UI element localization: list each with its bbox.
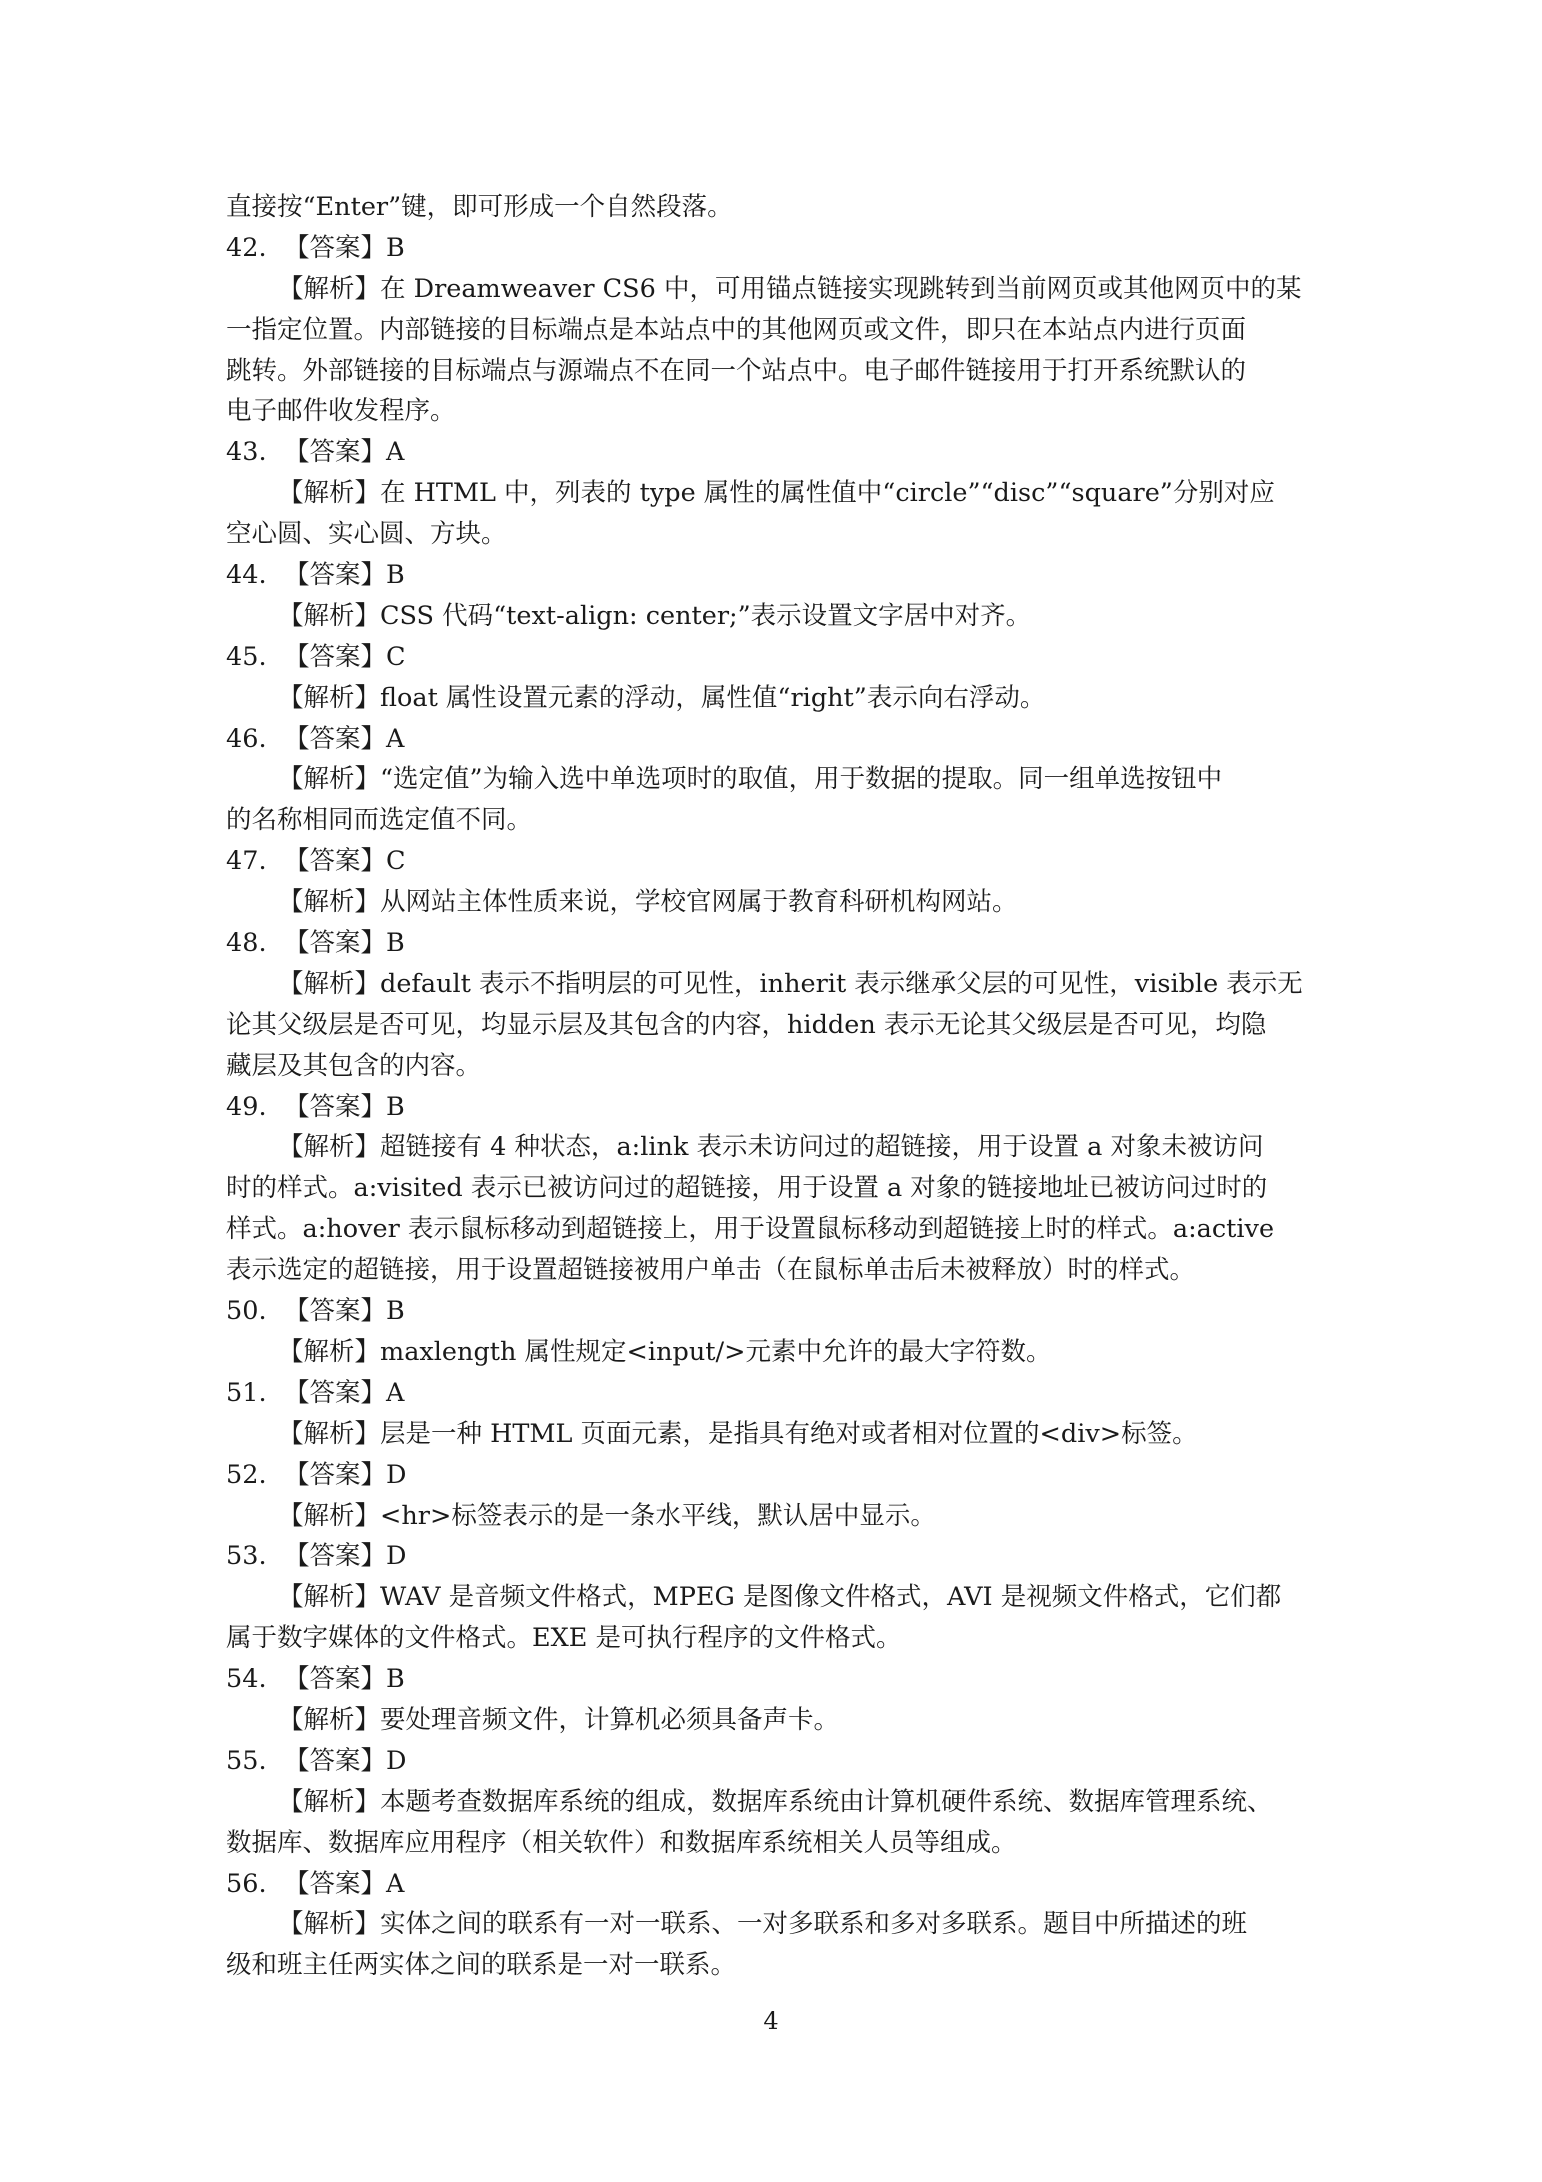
question-number: 55.	[226, 1745, 267, 1776]
answer-label: 【答案】	[284, 1091, 387, 1122]
answer-label: 【答案】	[284, 641, 387, 672]
answer-line	[226, 1455, 1338, 1496]
answer-label: 【答案】	[284, 846, 387, 877]
analysis-label: 【解析】	[278, 600, 381, 631]
answer-line	[226, 1291, 1338, 1332]
answer-choice: C	[386, 641, 406, 672]
analysis-text: 在 HTML 中，列表的 type 属性的属性值中“circle”“disc”“square”分别对应	[380, 478, 1275, 509]
answer-item	[226, 1455, 1338, 1537]
analysis-line	[226, 1046, 1338, 1087]
analysis-line	[226, 800, 1338, 841]
answer-line	[226, 841, 1338, 882]
analysis-text: 超链接有 4 种状态，a:link 表示未访问过的超链接，用于设置 a 对象未被访问	[380, 1132, 1264, 1163]
answer-line	[226, 1741, 1338, 1782]
analysis-text: WAV 是音频文件格式，MPEG 是图像文件格式，AVI 是视频文件格式，它们都	[380, 1582, 1282, 1613]
analysis-text: 级和班主任两实体之间的联系是一对一联系。	[226, 1950, 737, 1981]
analysis-line	[226, 1945, 1338, 1986]
analysis-line	[226, 514, 1338, 555]
answer-label: 【答案】	[284, 928, 387, 959]
analysis-label: 【解析】	[278, 1336, 381, 1367]
analysis-label: 【解析】	[278, 478, 381, 509]
question-number: 50.	[226, 1296, 267, 1327]
answer-item	[226, 432, 1338, 555]
analysis-text: 实体之间的联系有一对一联系、一对多联系和多对多联系。题目中所描述的班	[380, 1909, 1248, 1940]
answer-item	[226, 1536, 1338, 1659]
question-number: 52.	[226, 1459, 267, 1490]
answer-key-body	[226, 187, 1338, 1986]
analysis-line	[226, 1823, 1338, 1864]
analysis-label: 【解析】	[278, 1909, 381, 1940]
analysis-line	[226, 1700, 1338, 1741]
analysis-line	[226, 391, 1338, 432]
analysis-line	[226, 1168, 1338, 1209]
analysis-label: 【解析】	[278, 764, 381, 795]
answer-choice: D	[386, 1745, 407, 1776]
answer-item	[226, 719, 1338, 842]
answer-choice: B	[386, 928, 405, 959]
analysis-text: 一指定位置。内部链接的目标端点是本站点中的其他网页或文件，即只在本站点内进行页面	[226, 314, 1247, 345]
analysis-text: maxlength 属性规定<input/>元素中允许的最大字符数。	[380, 1336, 1052, 1367]
answer-item	[226, 637, 1338, 719]
answer-choice: A	[386, 437, 405, 468]
answer-choice: B	[386, 560, 405, 591]
answer-label: 【答案】	[284, 1541, 387, 1572]
question-number: 56.	[226, 1868, 267, 1899]
answer-label: 【答案】	[284, 1459, 387, 1490]
answer-item	[226, 923, 1338, 1087]
analysis-text: CSS 代码“text-align: center;”表示设置文字居中对齐。	[380, 600, 1032, 631]
answer-item	[226, 1741, 1338, 1864]
answer-choice: B	[386, 1664, 405, 1695]
analysis-line	[226, 596, 1338, 637]
analysis-label: 【解析】	[278, 1500, 381, 1531]
answer-line	[226, 719, 1338, 760]
analysis-line	[226, 269, 1338, 310]
analysis-text: <hr>标签表示的是一条水平线，默认居中显示。	[380, 1500, 936, 1531]
question-number: 47.	[226, 846, 267, 877]
answer-line	[226, 555, 1338, 596]
analysis-label: 【解析】	[278, 682, 381, 713]
analysis-label: 【解析】	[278, 1132, 381, 1163]
answer-line	[226, 1659, 1338, 1700]
analysis-line	[226, 473, 1338, 514]
analysis-line	[226, 1904, 1338, 1945]
answer-choice: A	[386, 1377, 405, 1408]
answer-choice: B	[386, 1091, 405, 1122]
analysis-text: 跳转。外部链接的目标端点与源端点不在同一个站点中。电子邮件链接用于打开系统默认的	[226, 355, 1247, 386]
answer-choice: C	[386, 846, 406, 877]
question-number: 45.	[226, 641, 267, 672]
question-number: 44.	[226, 560, 267, 591]
question-number: 43.	[226, 437, 267, 468]
analysis-line	[226, 882, 1338, 923]
answer-line	[226, 228, 1338, 269]
analysis-text: 论其父级层是否可见，均显示层及其包含的内容，hidden 表示无论其父级层是否可见，均隐	[226, 1009, 1267, 1040]
answer-item	[226, 1291, 1338, 1373]
analysis-line	[226, 1782, 1338, 1823]
answer-item	[226, 1864, 1338, 1987]
analysis-text: 的名称相同而选定值不同。	[226, 805, 533, 836]
analysis-label: 【解析】	[278, 273, 381, 304]
answer-line	[226, 1087, 1338, 1128]
analysis-text: default 表示不指明层的可见性，inherit 表示继承父层的可见性，visible 表示无	[380, 968, 1303, 999]
answer-choice: B	[386, 232, 405, 263]
answer-label: 【答案】	[284, 1377, 387, 1408]
analysis-label: 【解析】	[278, 1786, 381, 1817]
analysis-text: 在 Dreamweaver CS6 中，可用锚点链接实现跳转到当前网页或其他网页中的某	[380, 273, 1302, 304]
question-number: 46.	[226, 723, 267, 754]
answer-item	[226, 228, 1338, 432]
question-number: 54.	[226, 1664, 267, 1695]
answer-line	[226, 637, 1338, 678]
answer-line	[226, 923, 1338, 964]
answer-label: 【答案】	[284, 723, 387, 754]
question-number: 42.	[226, 232, 267, 263]
analysis-label: 【解析】	[278, 1704, 381, 1735]
analysis-text: 层是一种 HTML 页面元素，是指具有绝对或者相对位置的<div>标签。	[380, 1418, 1198, 1449]
analysis-line	[226, 1332, 1338, 1373]
question-number: 51.	[226, 1377, 267, 1408]
question-number: 48.	[226, 928, 267, 959]
answer-choice: A	[386, 723, 405, 754]
analysis-label: 【解析】	[278, 1582, 381, 1613]
analysis-line	[226, 351, 1338, 392]
analysis-text: 样式。a:hover 表示鼠标移动到超链接上，用于设置鼠标移动到超链接上时的样式。a:active	[226, 1214, 1275, 1245]
analysis-line	[226, 1005, 1338, 1046]
analysis-label: 【解析】	[278, 968, 381, 999]
answer-item	[226, 555, 1338, 637]
analysis-line	[226, 1209, 1338, 1250]
answer-item	[226, 1087, 1338, 1291]
analysis-line	[226, 964, 1338, 1005]
analysis-line	[226, 1618, 1338, 1659]
opening-paragraph-line: 直接按“Enter”键，即可形成一个自然段落。	[226, 192, 733, 222]
answer-label: 【答案】	[284, 560, 387, 591]
analysis-text: 空心圆、实心圆、方块。	[226, 519, 507, 550]
analysis-line	[226, 678, 1338, 719]
analysis-line	[226, 1577, 1338, 1618]
analysis-text: 表示选定的超链接，用于设置超链接被用户单击（在鼠标单击后未被释放）时的样式。	[226, 1255, 1196, 1286]
answer-item	[226, 1659, 1338, 1741]
answer-label: 【答案】	[284, 1296, 387, 1327]
answer-item	[226, 841, 1338, 923]
answer-label: 【答案】	[284, 1745, 387, 1776]
analysis-text: float 属性设置元素的浮动，属性值“right”表示向右浮动。	[380, 682, 1046, 713]
answer-choice: A	[386, 1868, 405, 1899]
analysis-text: 藏层及其包含的内容。	[226, 1050, 482, 1081]
analysis-text: 从网站主体性质来说，学校官网属于教育科研机构网站。	[380, 887, 1018, 918]
question-number: 49.	[226, 1091, 267, 1122]
answer-choice: B	[386, 1296, 405, 1327]
analysis-line	[226, 310, 1338, 351]
analysis-line	[226, 1127, 1338, 1168]
analysis-label: 【解析】	[278, 1418, 381, 1449]
answer-label: 【答案】	[284, 437, 387, 468]
analysis-text: 电子邮件收发程序。	[226, 396, 456, 427]
analysis-text: 数据库、数据库应用程序（相关软件）和数据库系统相关人员等组成。	[226, 1827, 1017, 1858]
answer-label: 【答案】	[284, 1868, 387, 1899]
answer-line	[226, 1864, 1338, 1905]
analysis-text: 本题考查数据库系统的组成，数据库系统由计算机硬件系统、数据库管理系统、	[380, 1786, 1273, 1817]
answer-label: 【答案】	[284, 232, 387, 263]
analysis-text: “选定值”为输入选中单选项时的取值，用于数据的提取。同一组单选按钮中	[380, 764, 1223, 795]
analysis-label: 【解析】	[278, 887, 381, 918]
answer-line	[226, 432, 1338, 473]
analysis-text: 要处理音频文件，计算机必须具备声卡。	[380, 1704, 840, 1735]
answer-line	[226, 1373, 1338, 1414]
answer-item	[226, 1373, 1338, 1455]
analysis-text: 时的样式。a:visited 表示已被访问过的超链接，用于设置 a 对象的链接地址已被访问过时的	[226, 1173, 1268, 1204]
question-number: 53.	[226, 1541, 267, 1572]
page-number: 4	[763, 2007, 779, 2035]
answer-line	[226, 1536, 1338, 1577]
analysis-line	[226, 759, 1338, 800]
answer-label: 【答案】	[284, 1664, 387, 1695]
analysis-text: 属于数字媒体的文件格式。EXE 是可执行程序的文件格式。	[226, 1623, 902, 1654]
analysis-line	[226, 1496, 1338, 1537]
answer-choice: D	[386, 1541, 407, 1572]
answer-choice: D	[386, 1459, 407, 1490]
analysis-line	[226, 1250, 1338, 1291]
analysis-line	[226, 1414, 1338, 1455]
